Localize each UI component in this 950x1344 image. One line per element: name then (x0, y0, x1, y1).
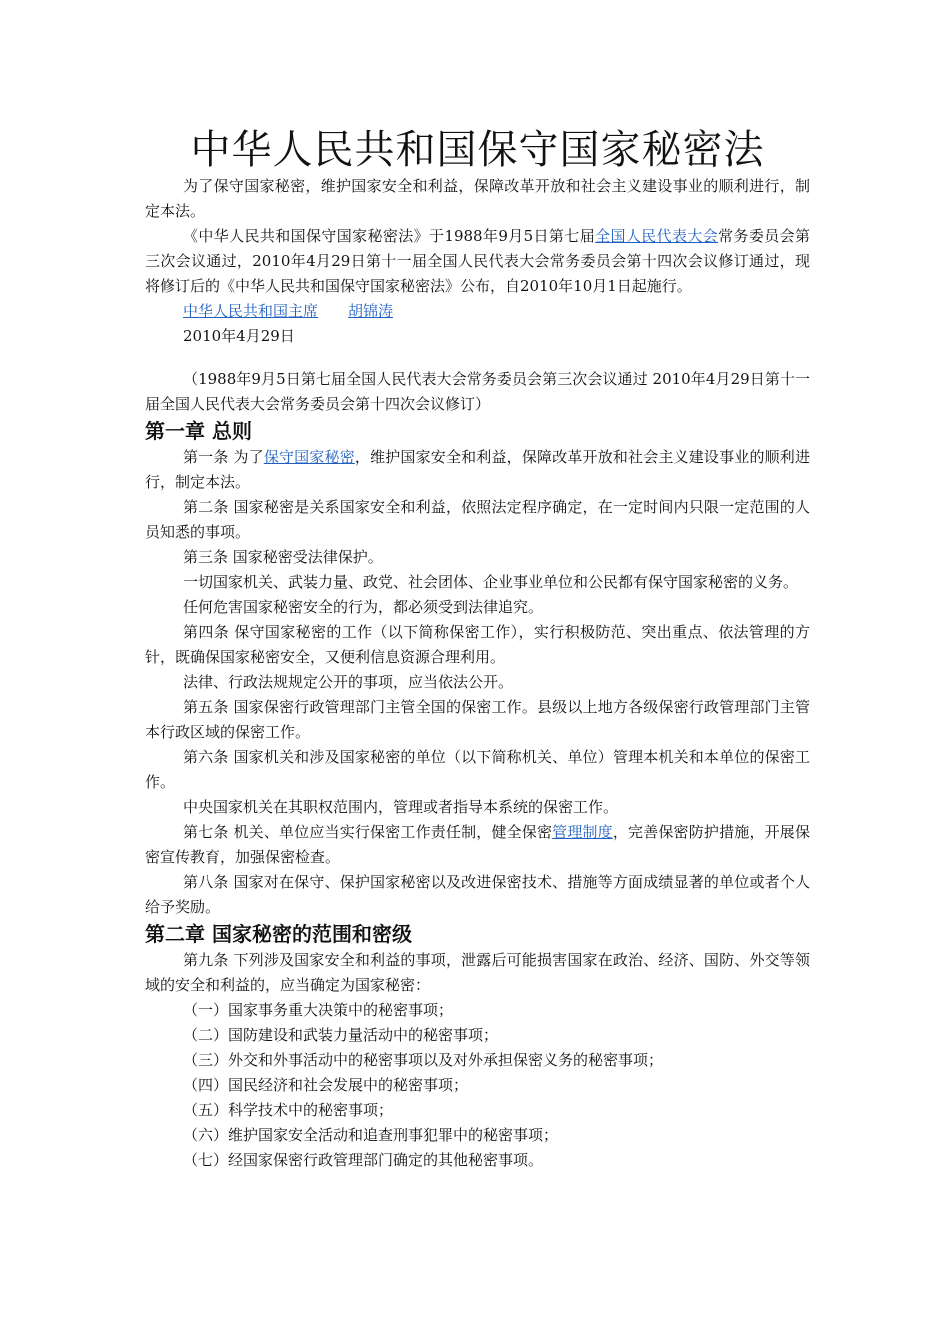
document-title: 中华人民共和国保守国家秘密法 (190, 127, 765, 173)
management-system-link[interactable]: 管理制度 (552, 823, 613, 841)
list-item: （一）国家事务重大决策中的秘密事项； (183, 1001, 454, 1019)
document-body (145, 174, 810, 1173)
article-9: 第九条 下列涉及国家安全和利益的事项，泄露后可能损害国家在政治、经济、国防、外交等领域的安全和利益的，应当确定为国家秘密： (145, 951, 810, 994)
chapter-1-heading: 第一章 总则 (145, 419, 252, 443)
article-3-paragraph-3: 任何危害国家秘密安全的行为，都必须受到法律追究。 (183, 598, 544, 616)
promulgation-date: 2010年4月29日 (183, 327, 295, 345)
npc-link[interactable]: 全国人民代表大会 (595, 227, 719, 245)
article-7 (145, 820, 810, 870)
article-5: 第五条 国家保密行政管理部门主管全国的保密工作。县级以上地方各级保密行政管理部门主管本行政区域的保密工作。 (145, 698, 810, 741)
president-name-link[interactable]: 胡锦涛 (348, 302, 394, 320)
spacer (145, 349, 810, 367)
article-6: 第六条 国家机关和涉及国家秘密的单位（以下简称机关、单位）管理本机关和本单位的保密工作。 (145, 748, 810, 791)
promulgation-text: 《中华人民共和国保守国家秘密法》于1988年9月5日第七届 (183, 227, 596, 245)
article-7-text-cont: ，完善保密防护措施，开展保密宣传教育，加强保密检查。 (145, 823, 810, 866)
article-1-text: 第一条 为了 (183, 448, 264, 466)
list-item: （二）国防建设和武装力量活动中的秘密事项； (183, 1026, 499, 1044)
adoption-note: （1988年9月5日第七届全国人民代表大会常务委员会第三次会议通过 2010年4月29日第十一届全国人民代表大会常务委员会第十四次会议修订） (145, 370, 810, 413)
chapter-2-heading: 第二章 国家秘密的范围和密级 (145, 922, 412, 946)
state-secrets-link[interactable]: 保守国家秘密 (263, 448, 355, 466)
article-8: 第八条 国家对在保守、保护国家秘密以及改进保密技术、措施等方面成绩显著的单位或者个人给予奖励。 (145, 873, 810, 916)
signature-line (145, 299, 810, 324)
article-1-text-cont: ，维护国家安全和利益，保障改革开放和社会主义建设事业的顺利进行，制定本法。 (145, 448, 810, 491)
list-item: （五）科学技术中的秘密事项； (183, 1101, 394, 1119)
article-3-paragraph-2: 一切国家机关、武装力量、政党、社会团体、企业事业单位和公民都有保守国家秘密的义务。 (183, 573, 799, 591)
article-4-paragraph-2: 法律、行政法规规定公开的事项，应当依法公开。 (183, 673, 514, 691)
preamble-paragraph: 为了保守国家秘密，维护国家安全和利益，保障改革开放和社会主义建设事业的顺利进行，制定本法。 (145, 177, 810, 220)
list-item: （四）国民经济和社会发展中的秘密事项； (183, 1076, 469, 1094)
article-3: 第三条 国家秘密受法律保护。 (183, 548, 383, 566)
president-title-link[interactable]: 中华人民共和国主席 (183, 302, 319, 320)
article-1 (145, 445, 810, 495)
article-6-paragraph-2: 中央国家机关在其职权范围内，管理或者指导本系统的保密工作。 (183, 798, 619, 816)
article-7-text: 第七条 机关、单位应当实行保密工作责任制，健全保密 (183, 823, 553, 841)
promulgation-paragraph (145, 224, 810, 299)
list-item: （六）维护国家安全活动和追查刑事犯罪中的秘密事项； (183, 1126, 559, 1144)
promulgation-text-cont: 常务委员会第三次会议通过，2010年4月29日第十一届全国人民代表大会常务委员会第十四次会议修订通过，现将修订后的《中华人民共和国保守国家秘密法》公布，自2010年10月1日起施行。 (145, 227, 810, 295)
article-2: 第二条 国家秘密是关系国家安全和利益，依照法定程序确定，在一定时间内只限一定范围的人员知悉的事项。 (145, 498, 810, 541)
article-4: 第四条 保守国家秘密的工作（以下简称保密工作），实行积极防范、突出重点、依法管理的方针，既确保国家秘密安全，又便利信息资源合理利用。 (145, 623, 810, 666)
list-item: （三）外交和外事活动中的秘密事项以及对外承担保密义务的秘密事项； (183, 1051, 664, 1069)
list-item: （七）经国家保密行政管理部门确定的其他秘密事项。 (183, 1151, 544, 1169)
